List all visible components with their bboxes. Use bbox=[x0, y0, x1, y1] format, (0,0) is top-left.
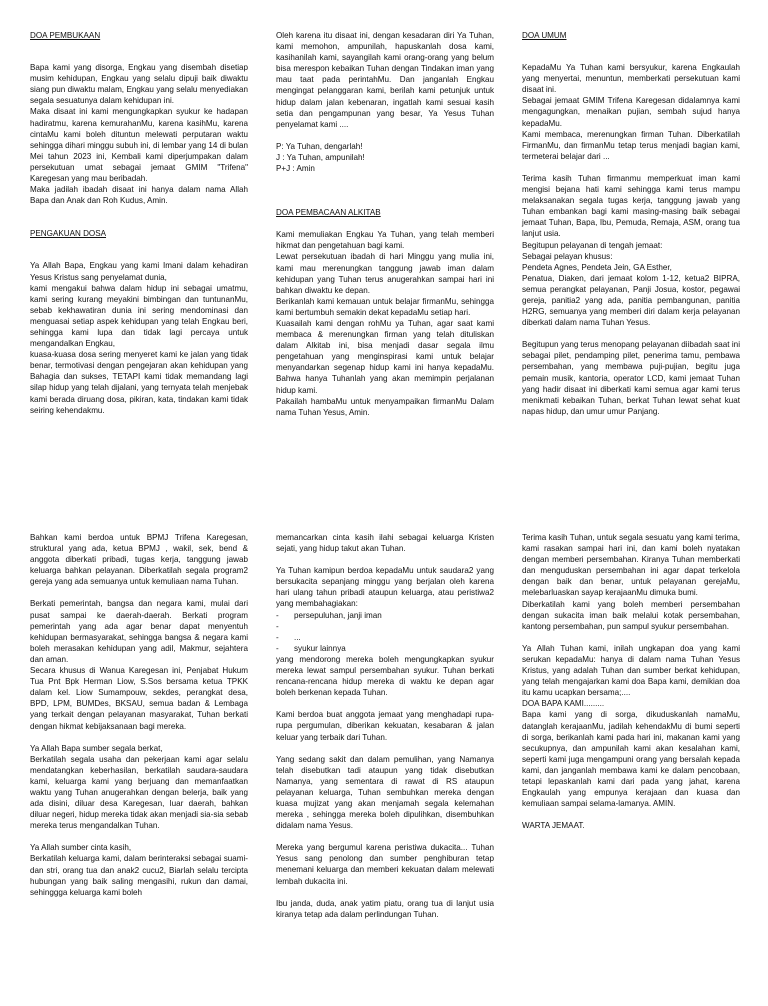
doa-pembukaan-paragraph: Maka jadilah ibadah disaat ini hanya dalam nama Allah Bapa dan Anak dan Roh Kudus, Amin. bbox=[30, 185, 248, 206]
intercession-paragraph: Kami berdoa buat anggota jemaat yang menghadapi rupa-rupa pergumulan, diberikan kekuatan, kesabaran & jalan keluar yang terbaik dari Tuhan. bbox=[276, 710, 494, 742]
doa-alkitab-paragraph: Lewat persekutuan ibadah di hari Minggu yang mulia ini, kami mau merenungkan tanggung jawab iman dalam kehidupan yang Tuhan terus anugerahkan sampai hari ini bahkan diwaktu ke depan. bbox=[276, 252, 494, 295]
doa-umum-paragraph: KepadaMu Ya Tuhan kami bersyukur, karena Engkaulah yang menyertai, menuntun, memberkati persekutuan kami disaat ini. bbox=[522, 63, 740, 95]
intercession-paragraph: yang mendorong mereka boleh mengungkapkan syukur mereka lewat sampul persembahan syukur. Tuhan berkati rencana-rencana hidup mereka di waktu ke depan agar boleh berkenan kepada Tuhan. bbox=[276, 654, 494, 698]
pengakuan-dosa-paragraph: kuasa-kuasa dosa sering menyeret kami ke jalan yang tidak benar, termotivasi dengan pengejaran akan kehidupan yang Bahagia dan sukses, TETAPI kami tidak memandang lagi silap hidup yang telah dijalani, yang ternyata telah menjebak kami berada diruang dosa, pikiran, kata, tindakan kami tidak seiring kehendakmu. bbox=[30, 350, 248, 415]
intercession-paragraph: Berkatilah segala usaha dan pekerjaan kami agar selalu mendatangkan keberhasilan, berkatilah saudara-saudara kami, keluarga kami yang berjuang dan memanfaatkan waktu yang Tuhan anugerahkan dengan belerja, baik yang ada disini, diluar desa Karegesan, luar daerah, bahkan diluar negeri, hidup mereka tidak akan menjadi sia-sia sebab mereka terus mengandalkan Tuhan. bbox=[30, 754, 248, 831]
intercession-paragraph: Yang sedang sakit dan dalam pemulihan, yang Namanya telah disebutkan tadi ataupun yang tidak disebutkan Namanya, yang sementara di rawat di RS ataupun pelayanan keluarga, Tuhan sembuhkan mereka dengan kuasa mujizat yang akan menjamah segala kelemahan mereka , sehingga mereka boleh dipulihkan, disembuhkan didalam nama Yesus. bbox=[276, 754, 494, 831]
doa-alkitab-paragraph: Kuasailah kami dengan rohMu ya Tuhan, agar saat kami membaca & merenungkan firman yang telah dituliskan dalam Alkitab ini, bisa menjadi dasar segala ilmu pengetahuan yang menginspirasi kami untuk belajar menyandarkan segenap hidup kami ini hanya kepadaMu. Bahwa hanya Tuhanlah yang akan memimpin perjalanan hidup kami. bbox=[276, 318, 494, 395]
intercession-paragraph: Bahkan kami berdoa untuk BPMJ Trifena Karegesan, struktural yang ada, ketua BPMJ , wakil, sek, bend & anggota diberkati pribadi, tugas kerja, tanggung jawab keluarga bahkan pelayanan. Diberkatilah segala program2 gereja yang ada semuanya untuk kemuliaan nama Tuhan. bbox=[30, 533, 248, 587]
doa-umum-paragraph: Penatua, Diaken, dari jemaat kolom 1-12, ketua2 BIPRA, semua perangkat pelayanan, Panji Josua, kostor, pegawai gereja, panitia2 yang ada, panitia pembangunan, panitia H2RG, semuanya yang memberi diri dalam kerja pelayanan diberkati dalam nama Tuhan Yesus. bbox=[522, 273, 740, 328]
doa-umum-paragraph: Terima kasih Tuhan firmanmu memperkuat iman kami mengisi bejana hati kami sehingga kami terus mampu melaksanakan segala tugas kerja, tanggung jawab yang Tuhan embankan bagi kami masing-masing baik sebagai jemaat Tuhan, Bapa, Ibu, Pemuda, Remaja, ASM, orang tua lanjut usia. bbox=[522, 173, 740, 239]
doa-alkitab-title: DOA PEMBACAAN ALKITAB bbox=[276, 208, 381, 218]
intercession-paragraph: Mereka yang bergumul karena peristiwa dukacita... Tuhan Yesus sang penolong dan sumber penghiburan tetap menemani keluarga dan memberi kekuatan dalam melewati lembah dukacita ini. bbox=[276, 843, 494, 886]
warta-jemaat-heading: WARTA JEMAAT. bbox=[522, 821, 585, 831]
intercession-paragraph: Berkatilah keluarga kami, dalam berinteraksi sebagai suami- dan stri, orang tua dan anak2 cucu2, Biarlah selalu tercipta hubungan yang baik saling mengasihi, rukun dan damai, sehinggga keluarga kami boleh bbox=[30, 854, 248, 897]
response-line: P+J : Amin bbox=[276, 164, 315, 174]
doa-umum-paragraph: Sebagai jemaat GMIM Trifena Karegesan didalamnya kami mengagungkan, menaikan pujian, sembah sujud hanya kepadaMu. bbox=[522, 96, 740, 128]
list-item: - persepuluhan, janji iman bbox=[276, 610, 382, 620]
pengakuan-dosa-paragraph: Ya Allah Bapa, Engkau yang kami Imani dalam kehadiran Yesus Kristus sang penyelamat dunia, bbox=[30, 261, 248, 282]
doa-alkitab-paragraph: Kami memuliakan Engkau Ya Tuhan, yang telah memberi hikmat dan pengetahuan bagi kami. bbox=[276, 230, 494, 251]
doa-bapa-kami-paragraph: Bapa kami yang di sorga, dikuduskanlah namaMu, datanglah kerajaanMu, jadilah kehendakMu di bumi seperti di sorga, berikanlah kami pada hari ini, makanan kami yang secukupnya, dan ampunilah kami akan kesalahan kami, seperti kami juga mengampuni orang yang bersalah kepada kami, dan janganlah membawa kami ke dalam pencobaan, tetapi lepaskanlah kami dari pada yang jahat, karena Engkaulah yang empunya kerajaan dan kuasa dan kemuliaan sampai selama-lamanya. AMIN. bbox=[522, 710, 740, 809]
doa-pembukaan-title: DOA PEMBUKAAN bbox=[30, 31, 101, 40]
response-line: P: Ya Tuhan, dengarlah! bbox=[276, 141, 363, 151]
list-item: - bbox=[276, 621, 279, 631]
doa-umum-paragraph: Begitupun yang terus menopang pelayanan diibadah saat ini sebagai pilet, pendamping pilet, penerima tamu, pembawa persembahan, yang membawa puji-pujian, begitu juga pemain musik, kantoria, operator LCD, kami jemaat Tuhan yang hadir disaat ini diberkati kami semua agar kami terus menikmati kebaikan Tuhan, berkat Tuhan lewat sehat kuat napas hidup, dan umur umur Panjang. bbox=[522, 340, 740, 416]
column-2-bottom bbox=[276, 532, 494, 920]
pengakuan-dosa-title: PENGAKUAN DOSA bbox=[30, 229, 107, 239]
doa-umum-paragraph: Sebagai pelayan khusus: bbox=[522, 251, 613, 261]
doa-pembukaan-paragraph: Bapa kami yang disorga, Engkau yang disembah disetiap musim kehidupan, Engkau yang selalu dipuji baik diwaktu siang pun diwaktu malam, Engkau yang selalu menyediakan segala sesuatunya dalam kehidupan ini. bbox=[30, 63, 248, 106]
confession-continued-paragraph: Oleh karena itu disaat ini, dengan kesadaran diri Ya Tuhan, kami memohon, ampunilah, hapuskanlah dosa kami, kasihanilah kami, sayangilah kami orang-orang yang belum bisa merespon kebaikan Tuhan dengan Tindakan iman yang mau taat pada perintahMu. Dan janganlah Engkau mengingat pelanggaran kami, berilah kami petunjuk untuk hidup dalam jalan kebenaran, ingatlah kami sesuai kasih setia dan pengampunan yang besar, Ya Yesus Tuhan penyelamat kami .... bbox=[276, 31, 494, 129]
doa-alkitab-paragraph: Berikanlah kami kemauan untuk belajar firmanMu, sehingga kami bertumbuh semakin dekat kepadaMu setiap hari. bbox=[276, 296, 494, 317]
thanksgiving-list bbox=[276, 610, 494, 654]
doa-alkitab-paragraph: Pakailah hambaMu untuk menyampaikan firmanMu Dalam nama Tuhan Yesus, Amin. bbox=[276, 396, 494, 417]
doa-umum-paragraph: Kami membaca, merenungkan firman Tuhan. Diberkatilah FirmanMu, dan firmanMu tetap terus menjadi bagian kami, termeterai belajar dari ... bbox=[522, 129, 740, 161]
intercession-paragraph: memancarkan cinta kasih ilahi sebagai keluarga Kristen sejati, yang hidup takut akan Tuhan. bbox=[276, 533, 494, 554]
offering-paragraph: Terima kasih Tuhan, untuk segala sesuatu yang kami terima, kami rasakan sampai hari ini, dan kami boleh nyatakan dengan memberi persembahan. Kiranya Tuhan memberkati dan menguduskan persembahan ini agar dapat terkelola dengan baik dan benar, untuk pelayanan gerejaMu, melebarluaskan sayap kerajaanMu dimuka bumi. bbox=[522, 533, 740, 598]
column-2-top bbox=[276, 30, 494, 418]
list-item: - ... bbox=[276, 632, 301, 642]
intercession-paragraph: Ibu janda, duda, anak yatim piatu, orang tua di lanjut usia kiranya tetap ada dalam perlindungan Tuhan. bbox=[276, 898, 494, 919]
intercession-paragraph: Ya Allah Bapa sumber segala berkat, bbox=[30, 743, 163, 753]
intercession-paragraph: Berkati pemerintah, bangsa dan negara kami, mulai dari pusat sampai ke daerah-daerah. Berkati program pemerintah yang ada agar benar dapat menyentuh kehidupan bermasyarakat, sehingga bangsa & negara kami boleh merasakan kehidupan yang adil, Makmur, sejahtera dan aman. bbox=[30, 599, 248, 664]
column-3-bottom bbox=[522, 532, 740, 831]
pengakuan-dosa-paragraph: kami mengakui bahwa dalam hidup ini sebagai umatmu, kami sering kurang meyakini bimbingan dan tuntunanMu, sebab kekhawatiran dunia ini sering mendominasi dan menguasai setiap aspek kehidupan yang telah Engkau beri, sehingga kami lupa dan tidak lagi percaya untuk mengandalkan Engkau, bbox=[30, 283, 248, 349]
column-3-top bbox=[522, 30, 740, 417]
column-1-top bbox=[30, 30, 248, 416]
closing-paragraph: Ya Allah Tuhan kami, inilah ungkapan doa yang kami serukan kepadaMu: hanya di dalam nama Tuhan Yesus Kristus, yang adalah Tuhan dan sumber berkat kehidupan, yang telah mengajarkan kami doa Bapa kami, demikian doa itu kamu ucapkan bersama;.... bbox=[522, 643, 740, 698]
intercession-paragraph: Secara khusus di Wanua Karegesan ini, Penjabat Hukum Tua Pnt Bpk Herman Liow, S.Sos bersama ketua TPKK dalam kel. Liow Sumampouw, sekdes, perangkat desa, BPD, LPM, BUMDes, BKSAU, semua badan & Lembaga yang terkait dengan pelayanan masyarakat, Tuhan berkati dengan hikmat kebijaksanaan bagi mereka. bbox=[30, 666, 248, 731]
intercession-paragraph: Ya Allah sumber cinta kasih, bbox=[30, 843, 132, 853]
intercession-paragraph: Ya Tuhan kamipun berdoa kepadaMu untuk saudara2 yang bersukacita sepanjang minggu yang berjalan oleh karena hari ulang tahun pribadi ataupun keluarga, atau peristiwa2 yang membahagiakan: bbox=[276, 566, 494, 609]
list-item: - syukur lainnya bbox=[276, 643, 346, 653]
column-1-bottom bbox=[30, 532, 248, 898]
offering-paragraph: Diberkatilah kami yang boleh memberi persembahan dengan sukacita iman baik melalui kotak persembahan, kantong persembahan, pun sampul syukur persembahan. bbox=[522, 599, 740, 631]
doa-umum-paragraph: Pendeta Agnes, Pendeta Jein, GA Esther, bbox=[522, 262, 672, 272]
doa-umum-title: DOA UMUM bbox=[522, 31, 567, 40]
doa-bapa-kami-heading: DOA BAPA KAMI......... bbox=[522, 699, 605, 709]
doa-umum-paragraph: Begitupun pelayanan di tengah jemaat: bbox=[522, 240, 663, 250]
doa-pembukaan-paragraph: Maka disaat ini kami mengungkapkan syukur ke hadapan hadiratmu, karena kemurahanMu, karena kasihMu, karena cintaMu kami boleh dituntun melewati perputaran waktu sehingga dihari minggu subuh ini, di lembar yang 14 di bulan Mei tahun 2023 ini, Kembali kami diperjumpakan dalam persekutuan umat sebagai jemaat GMIM "Trifena" Karegesan yang mau beribadah. bbox=[30, 107, 248, 184]
response-line: J : Ya Tuhan, ampunilah! bbox=[276, 152, 365, 162]
